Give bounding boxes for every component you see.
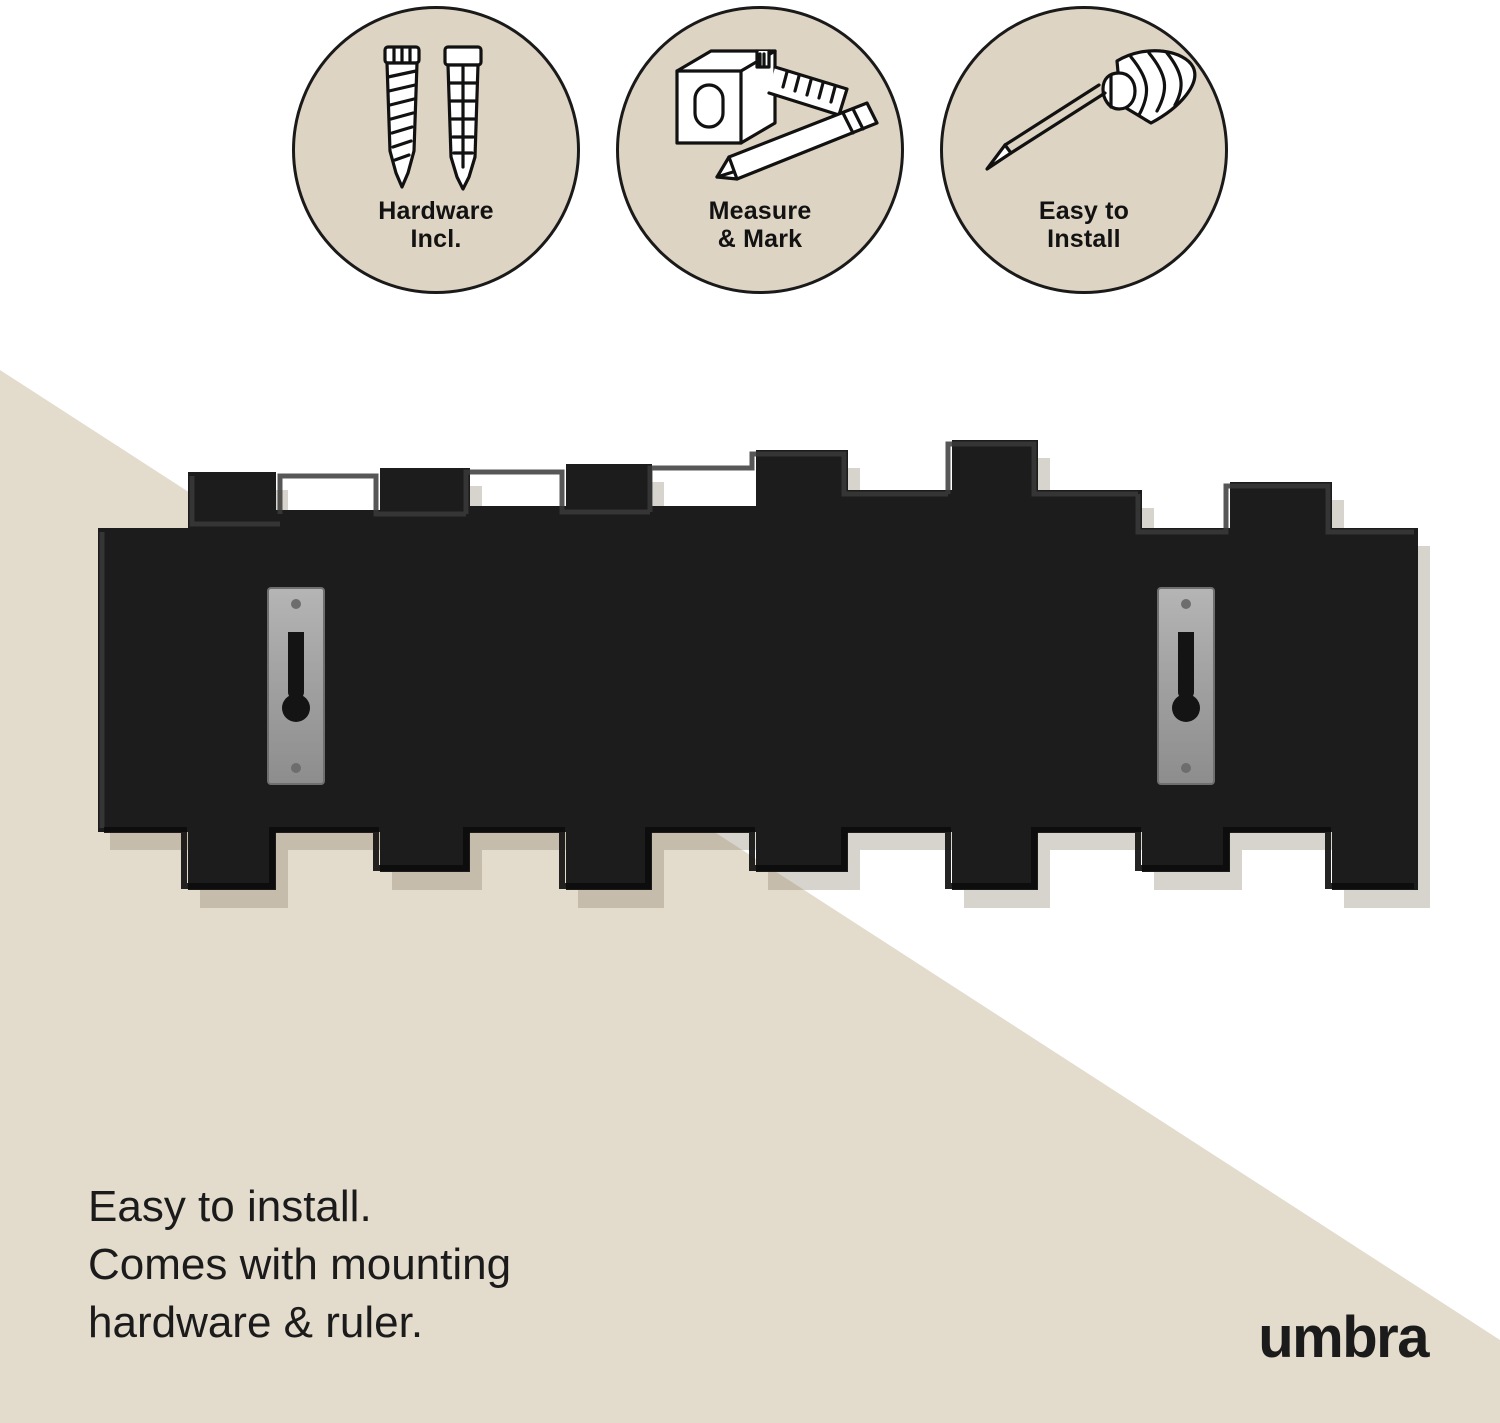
screw-and-anchor-icon bbox=[295, 35, 577, 195]
mounting-plate-left bbox=[268, 588, 324, 784]
badge-label: Hardware Incl. bbox=[378, 197, 494, 253]
caption-text bbox=[88, 1178, 848, 1352]
caption-line-1: Easy to install. bbox=[88, 1182, 372, 1231]
screwdriver-icon bbox=[943, 35, 1225, 195]
coat-rack-product bbox=[80, 420, 1450, 940]
badge-easy-to-install bbox=[940, 6, 1228, 294]
caption-line-3: hardware & ruler. bbox=[88, 1298, 424, 1348]
badge-label: Easy to Install bbox=[1038, 197, 1130, 253]
tape-measure-and-pencil-icon bbox=[619, 35, 901, 195]
caption-line-2: Comes with mounting bbox=[88, 1240, 512, 1290]
mounting-plate-right bbox=[1158, 588, 1214, 784]
badge-hardware-included bbox=[292, 6, 580, 294]
badge-measure-and-mark bbox=[616, 6, 904, 294]
brand-wordmark: umbra bbox=[1258, 1305, 1428, 1370]
badge-label: Measure & Mark bbox=[708, 197, 812, 253]
feature-badge-row bbox=[0, 0, 1500, 310]
